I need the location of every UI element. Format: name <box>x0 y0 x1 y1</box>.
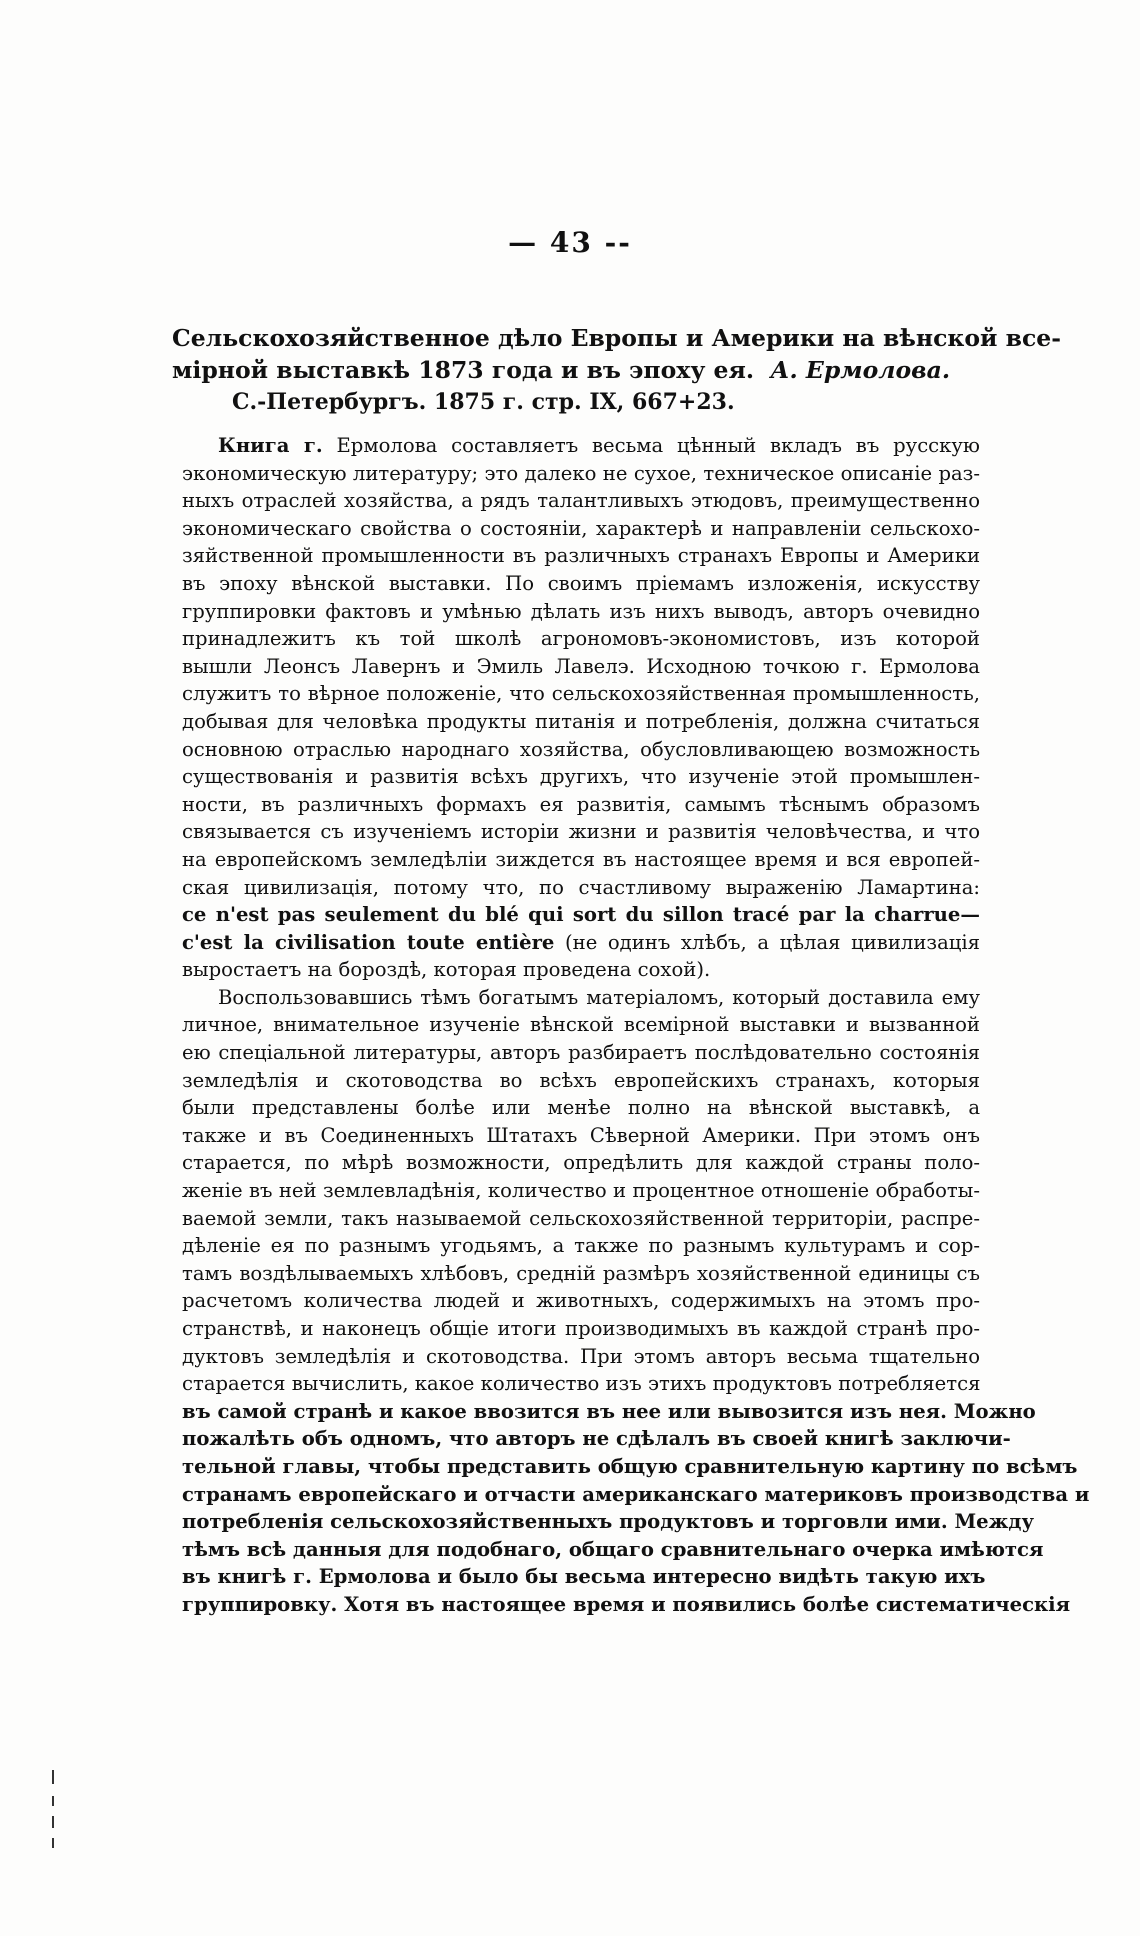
text-line: странамъ европейскаго и отчасти американскаго материковъ производства и <box>182 1482 1090 1506</box>
text-line: на европейскомъ земледѣліи зиждется въ настоящее время и вся европей- <box>182 847 980 871</box>
title-line-2-text: мірной выставкѣ 1873 года и въ эпоху ея. <box>172 356 755 384</box>
title-line-1: Сельскохозяйственное дѣло Европы и Америки на вѣнской все- <box>172 324 1061 352</box>
text-line <box>182 432 980 460</box>
text-line: женіе въ ней землевладѣнія, количество и процентное отношеніе обработы- <box>182 1179 980 1203</box>
review-body <box>182 432 1090 1619</box>
text-line: экономическаго свойства о состояніи, характерѣ и направленіи сельскохо- <box>182 516 980 540</box>
text-line: ская цивилизація, потому что, по счастливому выраженію Ламартина: <box>182 875 980 899</box>
text-line: служитъ то вѣрное положеніе, что сельскохозяйственная промышленность, <box>182 682 980 706</box>
text-line: ныхъ отраслей хозяйства, а рядъ талантливыхъ этюдовъ, преимущественно <box>182 489 980 513</box>
text-line: ности, въ различныхъ формахъ ея развитія, самымъ тѣснымъ образомъ <box>182 792 980 816</box>
translation-start: (не одинъ хлѣбъ, а цѣлая цивилизація <box>564 930 980 954</box>
text-line: были представлены болѣе или менѣе полно на вѣнской выставкѣ, а <box>182 1096 980 1120</box>
text-line: пожалѣть объ одномъ, что авторъ не сдѣлалъ въ своей книгѣ заключи- <box>182 1427 1011 1451</box>
text-line: ею спеціальной литературы, авторъ разбираетъ послѣдовательно состоянія <box>182 1041 980 1065</box>
text-line: въ книгѣ г. Ермолова и было бы весьма интересно видѣть такую ихъ <box>182 1565 986 1589</box>
text-line: тамъ воздѣлываемыхъ хлѣбовъ, средній размѣръ хозяйственной единицы съ <box>182 1261 980 1285</box>
page-number: — 43 -- <box>508 226 632 259</box>
text-line: вышли Леонсъ Лавернъ и Эмиль Лавелэ. Исходною точкою г. Ермолова <box>182 654 980 678</box>
text-line: ваемой земли, такъ называемой сельскохозяйственной территоріи, распре- <box>182 1206 980 1230</box>
text-line: потребленія сельскохозяйственныхъ продуктовъ и торговли ими. Между <box>182 1510 1035 1534</box>
text-line: старается вычислить, какое количество изъ этихъ продуктовъ потребляется <box>182 1372 981 1396</box>
text-line: расчетомъ количества людей и животныхъ, содержимыхъ на этомъ про- <box>182 1289 980 1313</box>
scan-artifact <box>52 1770 54 1784</box>
text-line: также и въ Соединенныхъ Штатахъ Сѣверной Америки. При этомъ онъ <box>182 1123 980 1147</box>
text-line: добывая для человѣка продукты питанія и потребленія, должна считаться <box>182 709 980 733</box>
text-line: дуктовъ земледѣлія и скотоводства. При этомъ авторъ весьма тщательно <box>182 1344 980 1368</box>
lead-words: Книга г. <box>218 434 323 457</box>
text-line: тельной главы, чтобы представить общую сравнительную картину по всѣмъ <box>182 1454 1078 1478</box>
text-line: тѣмъ всѣ данныя для подобнаго, общаго сравнительнаго очерка имѣются <box>182 1537 1044 1561</box>
text-line: основною отраслью народнаго хозяйства, обусловливающею возможность <box>182 737 980 761</box>
scan-artifact <box>52 1816 54 1828</box>
text-line: группировку. Хотя въ настоящее время и появились болѣе систематическія <box>182 1592 1071 1616</box>
text-line: группировки фактовъ и умѣнью дѣлать изъ нихъ выводъ, авторъ очевидно <box>182 599 980 623</box>
french-quote-end: c'est la civilisation toute entière <box>182 930 555 954</box>
text-line: Воспользовавшись тѣмъ богатымъ матеріаломъ, который доставила ему <box>218 985 980 1009</box>
text-line: въ самой странѣ и какое ввозится въ нее или вывозится изъ нея. Можно <box>182 1399 1036 1423</box>
text-line-content: Ермолова составляетъ весьма цѣнный вкладъ въ русскую <box>336 434 980 457</box>
text-line: существованія и развитія всѣхъ другихъ, что изученіе этой промышлен- <box>182 765 980 789</box>
text-line: дѣленіе ея по разнымъ угодьямъ, а также по разнымъ культурамъ и сор- <box>182 1234 980 1258</box>
text-line: зяйственной промышленности въ различныхъ странахъ Европы и Америки <box>182 544 980 568</box>
text-line: личное, внимательное изученіе вѣнской всемірной выставки и вызванной <box>182 1013 980 1037</box>
text-line: принадлежитъ къ той школѣ агрономовъ-экономистовъ, изъ которой <box>182 627 980 651</box>
text-line: выростаетъ на бороздѣ, которая проведена сохой). <box>182 958 711 982</box>
text-line <box>182 929 980 957</box>
text-line: въ эпоху вѣнской выставки. По своимъ пріемамъ изложенія, искусству <box>182 571 980 595</box>
author-name: А. Ермолова. <box>770 356 950 384</box>
scan-artifact <box>52 1838 54 1848</box>
publication-info: С.-Петербургъ. 1875 г. стр. IX, 667+23. <box>232 389 735 415</box>
title-line-2 <box>172 354 980 386</box>
review-header <box>172 322 1061 418</box>
text-line: экономическую литературу; это далеко не сухое, техническое описаніе раз- <box>182 461 980 485</box>
text-line: странствѣ, и наконецъ общіе итоги производимыхъ въ каждой странѣ про- <box>182 1317 980 1340</box>
text-line: связывается съ изученіемъ исторіи жизни и развитія человѣчества, и что <box>182 820 980 844</box>
text-line: старается, по мѣрѣ возможности, опредѣлить для каждой страны поло- <box>182 1151 980 1175</box>
text-line: земледѣлія и скотоводства во всѣхъ европейскихъ странахъ, которыя <box>182 1068 980 1092</box>
french-quote-line: ce n'est pas seulement du blé qui sort du sillon tracé par la charrue— <box>182 903 980 927</box>
scan-artifact <box>52 1796 54 1806</box>
